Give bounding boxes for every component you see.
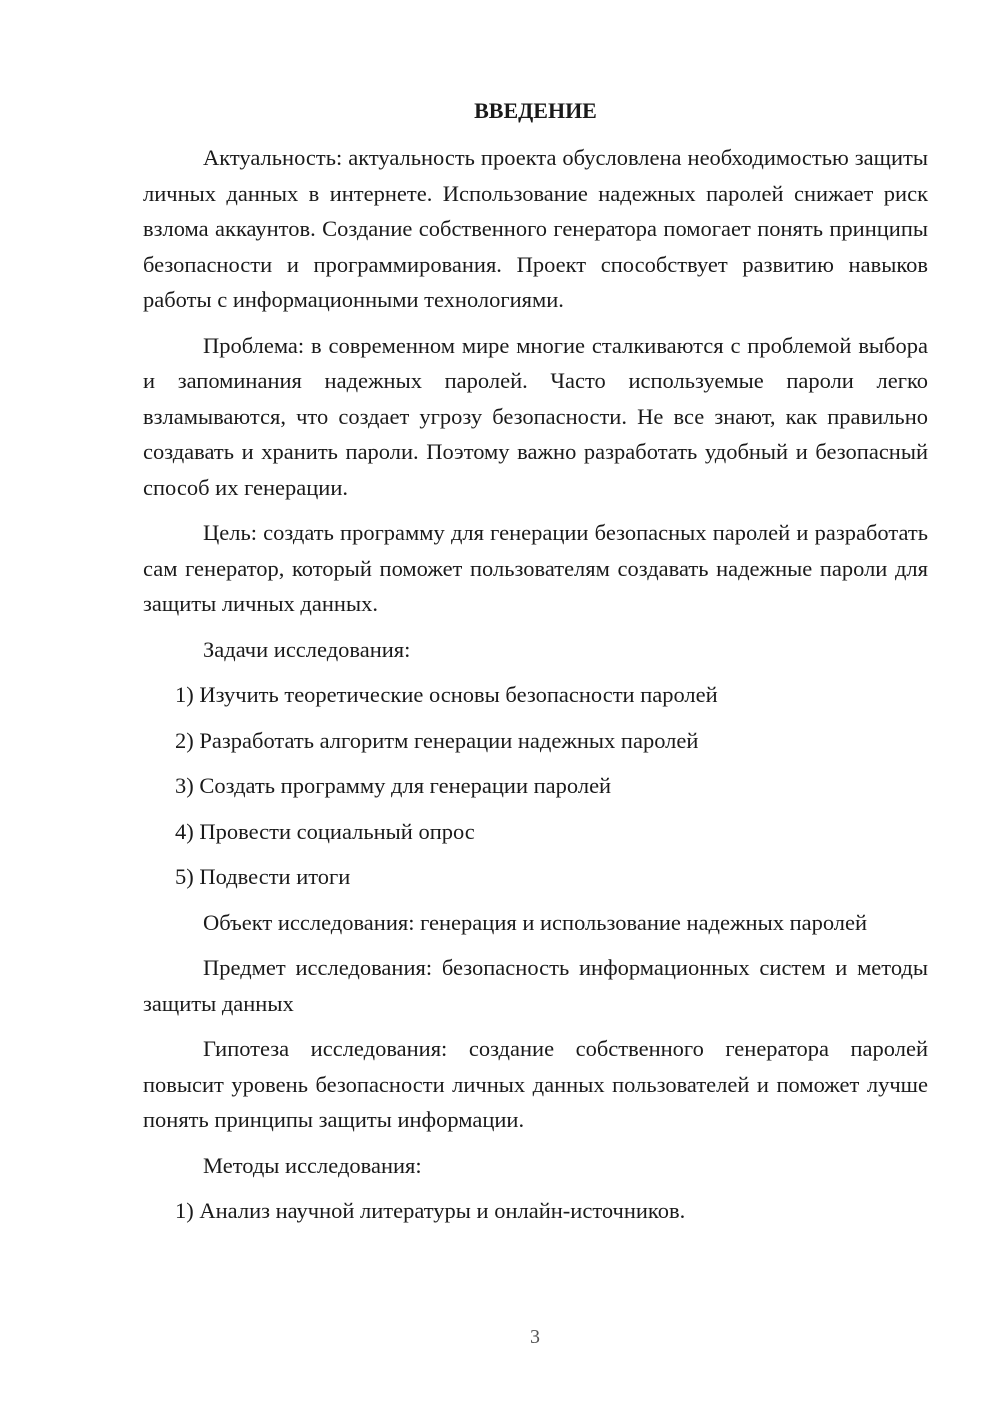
page-title: ВВЕДЕНИЕ bbox=[474, 98, 597, 123]
goal-paragraph: Цель: создать программу для генерации безопасных паролей и разработать сам генератор, который поможет пользователям создавать надежные пароли для защиты личных данных. bbox=[143, 520, 928, 616]
object-paragraph: Объект исследования: генерация и использование надежных паролей bbox=[203, 909, 868, 935]
task-item: 3) Создать программу для генерации паролей bbox=[175, 773, 612, 798]
page-number: 3 bbox=[530, 1326, 540, 1348]
hypothesis-paragraph: Гипотеза исследования: создание собственного генератора паролей повысит уровень безопасности личных данных пользователей и поможет лучше понять принципы защиты информации. bbox=[143, 1036, 928, 1132]
task-item: 2) Разработать алгоритм генерации надежных паролей bbox=[175, 727, 699, 753]
task-item: 4) Провести социальный опрос bbox=[175, 818, 475, 844]
relevance-paragraph: Актуальность: актуальность проекта обусловлена необходимостью защиты личных данных в интернете. Использование надежных паролей снижает риск взлома аккаунтов. Создание собственного генератора помогает понять принципы безопасности и программирования. Проект способствует развитию навыков работы с информационными технологиями. bbox=[143, 145, 928, 312]
method-item: 1) Анализ научной литературы и онлайн-источников. bbox=[175, 1198, 686, 1223]
methods-heading: Методы исследования: bbox=[203, 1152, 422, 1178]
tasks-heading: Задачи исследования: bbox=[203, 636, 411, 662]
document-page bbox=[143, 96, 928, 1239]
methods-list bbox=[143, 1193, 928, 1229]
tasks-list bbox=[143, 677, 928, 895]
task-item: 5) Подвести итоги bbox=[175, 864, 351, 889]
subject-paragraph: Предмет исследования: безопасность информационных систем и методы защиты данных bbox=[143, 955, 928, 1016]
problem-paragraph: Проблема: в современном мире многие сталкиваются с проблемой выбора и запоминания надежных паролей. Часто используемые пароли легко взламываются, что создает угрозу безопасности. Не все знают, как правильно создавать и хранить пароли. Поэтому важно разработать удобный и безопасный способ их генерации. bbox=[143, 332, 928, 500]
task-item: 1) Изучить теоретические основы безопасности паролей bbox=[175, 682, 718, 707]
